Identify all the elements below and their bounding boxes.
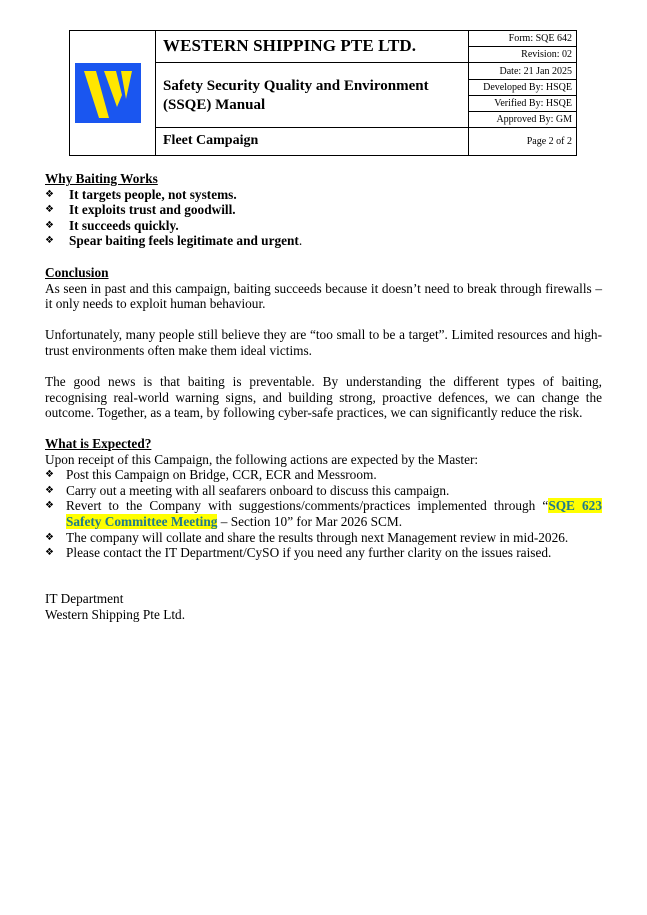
list-item-period: . <box>298 233 303 249</box>
list-item-text: Post this Campaign on Bridge, CCR, ECR and Messroom. <box>66 467 377 483</box>
bullet-icon: ❖ <box>45 204 54 216</box>
list-item <box>45 467 602 483</box>
list-item-text: It targets people, not systems. <box>69 186 237 202</box>
divider <box>155 62 468 63</box>
bullet-icon: ❖ <box>45 235 54 247</box>
list-item-text: Carry out a meeting with all seafarers onboard to discuss this campaign. <box>66 482 450 498</box>
why-section <box>45 171 602 249</box>
manual-title <box>163 77 463 115</box>
list-item-text: Revert to the Company with suggestions/comments/practices implemented through “ <box>66 498 549 514</box>
list-item-text: It succeeds quickly. <box>69 217 179 233</box>
w-logo-icon <box>75 63 141 123</box>
developed-by: Developed By: HSQE <box>483 82 572 93</box>
bullet-icon: ❖ <box>45 469 54 481</box>
list-item <box>45 218 602 234</box>
divider <box>468 111 576 112</box>
expected-intro: Upon receipt of this Campaign, the following actions are expected by the Master: <box>45 451 479 467</box>
list-item <box>45 483 602 499</box>
list-item-text: Spear baiting feels legitimate and urgent <box>69 233 299 249</box>
divider <box>468 31 469 155</box>
expected-heading: What is Expected? <box>45 436 152 451</box>
company-name: WESTERN SHIPPING PTE LTD. <box>163 36 417 55</box>
divider <box>468 127 576 128</box>
conclusion-section <box>45 265 602 421</box>
list-item-text: The company will collate and share the results through next Management review in mid-2026. <box>66 529 569 545</box>
verified-by: Verified By: HSQE <box>494 98 572 109</box>
list-item <box>45 498 602 529</box>
bullet-icon: ❖ <box>45 219 54 231</box>
list-item-text: Please contact the IT Department/CySO if you need any further clarity on the issues raised. <box>66 545 552 561</box>
list-item <box>45 202 602 218</box>
divider <box>155 127 468 128</box>
revision: Revision: 02 <box>521 49 572 60</box>
list-item <box>45 233 602 249</box>
bullet-icon: ❖ <box>45 531 54 543</box>
approved-by: Approved By: GM <box>496 114 572 125</box>
signature-department: IT Department <box>45 591 124 606</box>
signature-company: Western Shipping Pte Ltd. <box>45 606 186 622</box>
divider <box>468 95 576 96</box>
date: Date: 21 Jan 2025 <box>499 66 572 77</box>
manual-title-line-2: (SSQE) Manual <box>163 97 266 113</box>
conclusion-heading: Conclusion <box>45 265 109 280</box>
conclusion-paragraph: As seen in past and this campaign, baiting succeeds because it doesn’t need to break through firewalls – it only needs to exploit human behaviour. <box>45 280 602 312</box>
expected-list <box>45 467 602 561</box>
list-item <box>45 545 602 561</box>
conclusion-paragraph: Unfortunately, many people still believe they are “too small to be a target”. Limited resources and high-trust environments often make them ideal victims. <box>45 327 602 358</box>
list-item <box>45 530 602 546</box>
divider <box>155 31 156 155</box>
why-heading: Why Baiting Works <box>45 171 158 186</box>
divider <box>468 79 576 80</box>
bullet-icon: ❖ <box>45 500 54 512</box>
list-item-text: It exploits trust and goodwill. <box>69 202 236 218</box>
manual-title-line-1: Safety Security Quality and Environment <box>163 78 429 94</box>
sqe-623-reference-link[interactable]: SQE 623 Safety Committee Meeting <box>66 498 602 529</box>
bullet-icon: ❖ <box>45 547 54 559</box>
divider <box>468 62 576 63</box>
list-item <box>45 187 602 203</box>
expected-section <box>45 436 602 561</box>
list-item-text: – Section 10” for Mar 2026 SCM. <box>217 513 403 529</box>
why-list <box>45 187 602 249</box>
form-number: Form: SQE 642 <box>508 33 572 44</box>
page-number: Page 2 of 2 <box>526 136 572 147</box>
conclusion-paragraph: The good news is that baiting is preventable. By understanding the different types of baiting, recognising real-world warning signs, and building strong, proactive defences, we can change the outcome. Together, as a team, by following cyber-safe practices, we can significantly reduce the risk. <box>45 374 602 421</box>
signature-block <box>45 591 602 622</box>
document-header-table <box>69 30 577 156</box>
section-title: Fleet Campaign <box>163 133 259 148</box>
bullet-icon: ❖ <box>45 484 54 496</box>
bullet-icon: ❖ <box>45 188 54 200</box>
divider <box>468 46 576 47</box>
